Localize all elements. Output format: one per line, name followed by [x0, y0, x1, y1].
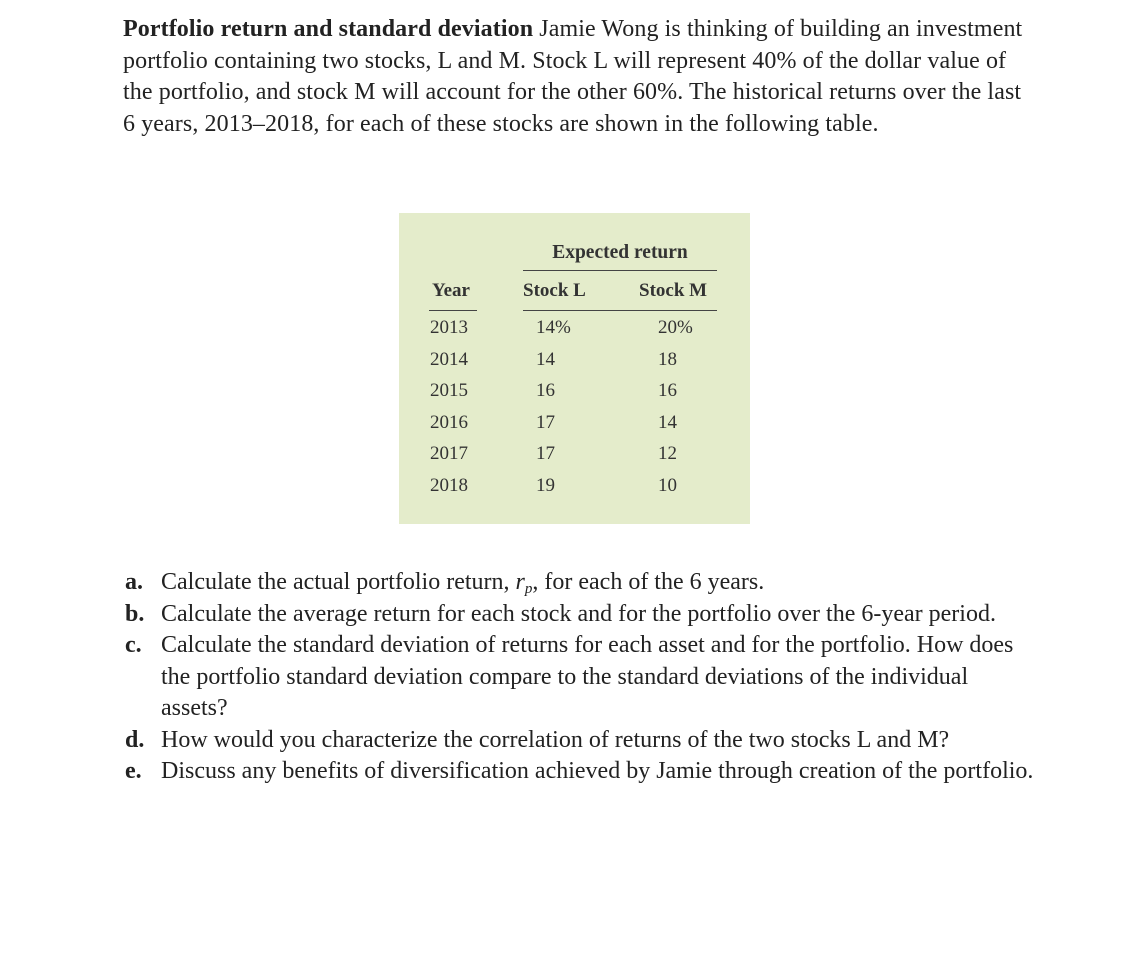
cell-stock-l: 19 [536, 474, 555, 496]
group-header-rule [523, 270, 717, 271]
returns-table [399, 213, 750, 524]
expected-return-header: Expected return [552, 242, 688, 263]
question-letter: e. [125, 758, 142, 784]
cell-stock-m: 14 [658, 411, 677, 433]
question-text-continued: , for each of the 6 years. [532, 569, 765, 595]
symbol-r: r [515, 569, 525, 595]
question-text: Calculate the average return for each stock and for the portfolio over the 6-year period. [161, 600, 996, 627]
column-header-stock-m: Stock M [639, 280, 708, 301]
cell-stock-l: 17 [536, 411, 555, 433]
question-text: Calculate the standard deviation of returns for each asset and for the portfolio. How does the portfolio standard deviation compare to the standard deviations of the individual assets? [161, 632, 1014, 721]
portfolio-return-symbol [516, 569, 533, 595]
cell-year: 2018 [430, 474, 468, 496]
cell-year: 2017 [430, 443, 468, 464]
problem-intro [123, 14, 1023, 140]
question-b [123, 599, 1038, 631]
symbol-subscript-p: p [524, 581, 533, 597]
question-letter: d. [125, 726, 145, 753]
cell-year: 2013 [430, 317, 468, 338]
question-e [123, 756, 1038, 788]
problem-description: Jamie Wong is thinking of building an investment portfolio containing two stocks, L and M. Stock L will represent 40% of the dollar value of the portfolio, and stock M will account for the other 60%. The historical returns over the last 6 years, 2013–2018, for each of these stocks are shown in the following table. [123, 16, 1023, 137]
cell-year: 2014 [430, 348, 468, 370]
cell-year: 2016 [430, 411, 468, 433]
cell-stock-l: 16 [536, 380, 555, 401]
cell-stock-l: 14% [536, 317, 571, 338]
cell-stock-l: 14 [536, 348, 555, 370]
stock-header-rule [523, 310, 717, 311]
question-text: Calculate the actual portfolio return, [161, 569, 516, 595]
cell-stock-l: 17 [536, 443, 555, 464]
question-letter: a. [125, 569, 143, 595]
question-list [123, 567, 1038, 788]
cell-stock-m: 18 [658, 348, 677, 370]
question-text: How would you characterize the correlation of returns of the two stocks L and M? [161, 726, 950, 753]
cell-stock-m: 12 [658, 443, 677, 464]
cell-stock-m: 10 [658, 474, 677, 496]
year-header-rule [429, 310, 477, 311]
column-header-year: Year [432, 280, 470, 301]
question-c [123, 630, 1038, 725]
question-text: Discuss any benefits of diversification achieved by Jamie through creation of the portfolio. [161, 758, 1034, 784]
cell-stock-m: 20% [658, 317, 693, 338]
problem-title: Portfolio return and standard deviation [123, 16, 534, 42]
question-letter: c. [125, 632, 142, 658]
cell-year: 2015 [430, 380, 468, 401]
question-d [123, 725, 1038, 757]
column-header-stock-l: Stock L [523, 280, 586, 301]
question-a [123, 567, 1038, 599]
cell-stock-m: 16 [658, 380, 677, 401]
question-letter: b. [125, 600, 145, 627]
